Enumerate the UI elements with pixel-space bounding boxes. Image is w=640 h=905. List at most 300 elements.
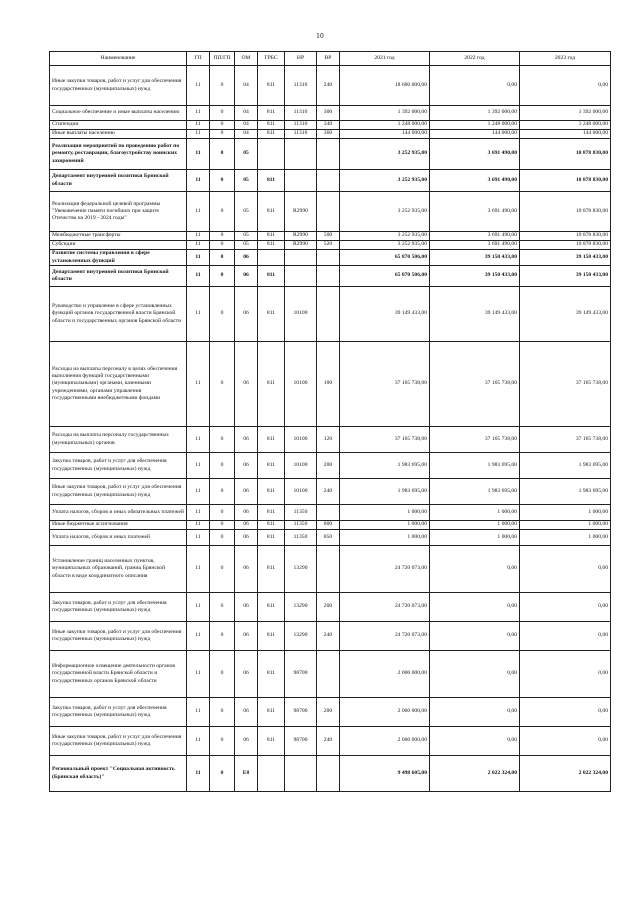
row-grbs: 811 <box>258 287 285 342</box>
row-2021: 1 248 000,00 <box>340 121 430 130</box>
row-2021: 3 252 935,00 <box>340 192 430 232</box>
row-pp: 0 <box>210 622 235 651</box>
row-pp: 0 <box>210 530 235 546</box>
table-row <box>50 756 611 792</box>
page-number: 10 <box>316 33 324 40</box>
row-nr: 11310 <box>285 106 317 121</box>
table-row <box>50 287 611 342</box>
row-2021: 1 000,00 <box>340 505 430 521</box>
row-nr <box>285 250 317 266</box>
row-pp: 0 <box>210 250 235 266</box>
row-name: Иные бюджетные ассигнования <box>50 521 187 530</box>
row-vr <box>317 505 340 521</box>
row-2022: 1 392 000,00 <box>430 106 520 121</box>
table-row <box>50 121 611 130</box>
row-2022: 0,00 <box>430 593 520 622</box>
row-2021: 3 252 935,00 <box>340 170 430 192</box>
header-pp: ПП/ГП <box>210 52 235 66</box>
row-2023: 1 000,00 <box>520 521 611 530</box>
header-grbs: ГРБС <box>258 52 285 66</box>
row-2021: 37 165 738,00 <box>340 342 430 427</box>
row-grbs: 811 <box>258 727 285 756</box>
row-gp: 11 <box>187 250 210 266</box>
row-grbs: 811 <box>258 593 285 622</box>
row-vr <box>317 192 340 232</box>
row-pp: 0 <box>210 121 235 130</box>
row-2021: 3 252 935,00 <box>340 241 430 250</box>
table-row <box>50 170 611 192</box>
row-2023: 1 000,00 <box>520 530 611 546</box>
row-vr <box>317 170 340 192</box>
row-grbs: 811 <box>258 530 285 546</box>
row-om: 05 <box>235 232 258 241</box>
row-vr <box>317 266 340 287</box>
table-row <box>50 479 611 505</box>
table-row <box>50 241 611 250</box>
row-vr <box>317 756 340 792</box>
row-nr: 11350 <box>285 530 317 546</box>
row-gp: 11 <box>187 106 210 121</box>
row-name: Расходы на выплаты персоналу в целях обеспечения выполнения функций государственными (муниципальными) органами, казенными учреждениями, органами управления государственными внебюджетными фондами <box>50 342 187 427</box>
row-name: Закупка товаров, работ и услуг для обеспечения государственных (муниципальных) нужд <box>50 698 187 727</box>
row-gp: 11 <box>187 66 210 106</box>
row-pp: 0 <box>210 106 235 121</box>
row-2021: 1 983 695,00 <box>340 453 430 479</box>
row-grbs: 811 <box>258 342 285 427</box>
header-nr: НР <box>285 52 317 66</box>
row-nr: 11310 <box>285 121 317 130</box>
row-2021: 3 252 935,00 <box>340 232 430 241</box>
row-nr: 11350 <box>285 521 317 530</box>
row-vr: 240 <box>317 479 340 505</box>
row-2023: 2 022 324,00 <box>520 756 611 792</box>
row-2023: 10 878 830,00 <box>520 232 611 241</box>
row-2023: 0,00 <box>520 622 611 651</box>
row-gp: 11 <box>187 698 210 727</box>
row-2021: 37 165 738,00 <box>340 427 430 453</box>
row-2021: 9 498 605,00 <box>340 756 430 792</box>
row-vr: 340 <box>317 121 340 130</box>
row-2022: 39 149 433,00 <box>430 287 520 342</box>
row-nr: 98700 <box>285 727 317 756</box>
row-2023: 10 878 830,00 <box>520 192 611 232</box>
row-2022: 1 000,00 <box>430 521 520 530</box>
table-row <box>50 727 611 756</box>
table-row <box>50 651 611 698</box>
row-2021: 2 000 000,00 <box>340 651 430 698</box>
row-nr: 10100 <box>285 427 317 453</box>
row-nr: 11350 <box>285 505 317 521</box>
row-name: Реализация федеральной целевой программы "Увековечение памяти погибших при защите Отечества на 2019 - 2024 годы" <box>50 192 187 232</box>
row-om: 04 <box>235 121 258 130</box>
row-grbs: 811 <box>258 121 285 130</box>
row-gp: 11 <box>187 232 210 241</box>
row-pp: 0 <box>210 192 235 232</box>
row-name: Реализация мероприятий по проведению работ по ремонту, реставрации, благоустройству воинских захоронений <box>50 139 187 170</box>
row-pp: 0 <box>210 453 235 479</box>
row-gp: 11 <box>187 727 210 756</box>
row-om: 06 <box>235 453 258 479</box>
row-gp: 11 <box>187 287 210 342</box>
table-row <box>50 130 611 139</box>
row-grbs <box>258 139 285 170</box>
row-vr: 520 <box>317 241 340 250</box>
row-2022: 3 691 490,00 <box>430 139 520 170</box>
row-gp: 11 <box>187 546 210 593</box>
row-gp: 11 <box>187 593 210 622</box>
row-2023: 10 878 830,00 <box>520 139 611 170</box>
row-pp: 0 <box>210 756 235 792</box>
row-2021: 24 720 073,00 <box>340 622 430 651</box>
row-nr: 98700 <box>285 698 317 727</box>
row-2021: 3 252 935,00 <box>340 139 430 170</box>
row-2023: 1 000,00 <box>520 505 611 521</box>
row-pp: 0 <box>210 698 235 727</box>
row-pp: 0 <box>210 479 235 505</box>
row-gp: 11 <box>187 427 210 453</box>
row-2021: 18 600 000,00 <box>340 66 430 106</box>
budget-table <box>49 51 611 792</box>
row-gp: 11 <box>187 453 210 479</box>
row-vr: 100 <box>317 342 340 427</box>
row-om: 06 <box>235 521 258 530</box>
row-2022: 39 150 433,00 <box>430 266 520 287</box>
table-row <box>50 66 611 106</box>
row-name: Расходы на выплаты персоналу государственных (муниципальных) органов <box>50 427 187 453</box>
row-gp: 11 <box>187 121 210 130</box>
row-om: 06 <box>235 250 258 266</box>
row-2022: 0,00 <box>430 698 520 727</box>
row-om: 05 <box>235 170 258 192</box>
row-2021: 144 000,00 <box>340 130 430 139</box>
row-2021: 24 720 073,00 <box>340 546 430 593</box>
row-om: 06 <box>235 727 258 756</box>
row-grbs <box>258 250 285 266</box>
row-om: 04 <box>235 66 258 106</box>
row-vr <box>317 651 340 698</box>
row-name: Закупка товаров, работ и услуг для обеспечения государственных (муниципальных) нужд <box>50 453 187 479</box>
row-name: Иные выплаты населению <box>50 130 187 139</box>
row-2023: 1 392 000,00 <box>520 106 611 121</box>
table-row <box>50 698 611 727</box>
row-2022: 3 691 490,00 <box>430 232 520 241</box>
row-2022: 1 000,00 <box>430 505 520 521</box>
row-2021: 1 983 695,00 <box>340 479 430 505</box>
row-name: Департамент внутренней политики Брянской области <box>50 266 187 287</box>
row-nr: 10100 <box>285 287 317 342</box>
row-om: 06 <box>235 530 258 546</box>
row-grbs: 811 <box>258 698 285 727</box>
table-row <box>50 453 611 479</box>
row-grbs: 811 <box>258 241 285 250</box>
row-2022: 1 248 000,00 <box>430 121 520 130</box>
row-om: 04 <box>235 106 258 121</box>
row-gp: 11 <box>187 521 210 530</box>
row-2023: 1 983 695,00 <box>520 453 611 479</box>
table-row <box>50 342 611 427</box>
row-gp: 11 <box>187 241 210 250</box>
row-nr: 10100 <box>285 342 317 427</box>
table-row <box>50 427 611 453</box>
row-2023: 10 878 830,00 <box>520 170 611 192</box>
table-row <box>50 250 611 266</box>
row-name: Закупка товаров, работ и услуг для обеспечения государственных (муниципальных) нужд <box>50 593 187 622</box>
row-name: Информационное освещение деятельности органов государственной власти Брянской области и государственных органов Брянской области <box>50 651 187 698</box>
row-vr: 300 <box>317 106 340 121</box>
row-nr: 11310 <box>285 66 317 106</box>
row-2022: 2 022 324,00 <box>430 756 520 792</box>
row-vr: 360 <box>317 130 340 139</box>
row-name: Уплата налогов, сборов и иных платежей <box>50 530 187 546</box>
row-2021: 39 149 433,00 <box>340 287 430 342</box>
row-2022: 1 983 695,00 <box>430 479 520 505</box>
row-name: Социальное обеспечение и иные выплаты населению <box>50 106 187 121</box>
row-2022: 0,00 <box>430 727 520 756</box>
row-pp: 0 <box>210 266 235 287</box>
row-2023: 39 149 433,00 <box>520 287 611 342</box>
row-vr: 200 <box>317 593 340 622</box>
row-om: 06 <box>235 287 258 342</box>
row-vr <box>317 287 340 342</box>
row-vr: 240 <box>317 727 340 756</box>
row-name: Иные закупки товаров, работ и услуг для обеспечения государственных (муниципальных) нужд <box>50 66 187 106</box>
row-2021: 65 870 506,00 <box>340 250 430 266</box>
row-pp: 0 <box>210 593 235 622</box>
row-name: Руководство и управление в сфере установленных функций органов государственной власти Брянской области и государственных органов Брянской области <box>50 287 187 342</box>
row-2023: 39 150 433,00 <box>520 266 611 287</box>
table-row <box>50 232 611 241</box>
row-grbs <box>258 756 285 792</box>
row-om: 04 <box>235 130 258 139</box>
row-grbs: 811 <box>258 106 285 121</box>
row-gp: 11 <box>187 192 210 232</box>
row-vr <box>317 250 340 266</box>
row-gp: 11 <box>187 266 210 287</box>
row-om: 05 <box>235 139 258 170</box>
header-name: Наименование <box>50 52 187 66</box>
row-vr: 120 <box>317 427 340 453</box>
row-nr: 10100 <box>285 479 317 505</box>
row-2022: 37 165 738,00 <box>430 427 520 453</box>
row-pp: 0 <box>210 232 235 241</box>
row-grbs: 811 <box>258 622 285 651</box>
row-gp: 11 <box>187 622 210 651</box>
row-vr: 200 <box>317 453 340 479</box>
row-pp: 0 <box>210 139 235 170</box>
table-row <box>50 546 611 593</box>
row-2021: 2 000 000,00 <box>340 727 430 756</box>
row-nr: 13290 <box>285 593 317 622</box>
row-vr: 240 <box>317 66 340 106</box>
row-pp: 0 <box>210 651 235 698</box>
row-2022: 39 150 433,00 <box>430 250 520 266</box>
row-pp: 0 <box>210 727 235 756</box>
row-2022: 0,00 <box>430 622 520 651</box>
row-nr <box>285 266 317 287</box>
row-nr <box>285 170 317 192</box>
row-nr: R2990 <box>285 192 317 232</box>
row-gp: 11 <box>187 130 210 139</box>
row-2022: 1 000,00 <box>430 530 520 546</box>
row-grbs: 811 <box>258 130 285 139</box>
row-grbs: 811 <box>258 266 285 287</box>
row-gp: 11 <box>187 756 210 792</box>
row-2023: 144 000,00 <box>520 130 611 139</box>
row-grbs: 811 <box>258 170 285 192</box>
row-name: Иные закупки товаров, работ и услуг для обеспечения государственных (муниципальных) нужд <box>50 622 187 651</box>
row-vr: 850 <box>317 530 340 546</box>
row-om: 06 <box>235 622 258 651</box>
row-pp: 0 <box>210 342 235 427</box>
row-gp: 11 <box>187 479 210 505</box>
header-om: ОМ <box>235 52 258 66</box>
row-2022: 37 165 738,00 <box>430 342 520 427</box>
row-grbs: 811 <box>258 192 285 232</box>
row-name: Департамент внутренней политики Брянской области <box>50 170 187 192</box>
row-gp: 11 <box>187 170 210 192</box>
row-name: Развитие системы управления в сфере установленных функций <box>50 250 187 266</box>
row-2023: 0,00 <box>520 593 611 622</box>
row-2023: 10 878 830,00 <box>520 241 611 250</box>
table-body <box>50 66 611 792</box>
header-row <box>50 52 611 66</box>
row-2023: 37 165 738,00 <box>520 427 611 453</box>
table-row <box>50 106 611 121</box>
row-grbs: 811 <box>258 232 285 241</box>
row-grbs: 811 <box>258 546 285 593</box>
row-nr: 13290 <box>285 622 317 651</box>
row-grbs: 811 <box>258 505 285 521</box>
row-pp: 0 <box>210 427 235 453</box>
row-gp: 11 <box>187 342 210 427</box>
table-row <box>50 521 611 530</box>
row-grbs: 811 <box>258 521 285 530</box>
header-vr: ВР <box>317 52 340 66</box>
row-om: 05 <box>235 192 258 232</box>
row-pp: 0 <box>210 287 235 342</box>
row-nr: 11310 <box>285 130 317 139</box>
row-2023: 0,00 <box>520 727 611 756</box>
row-nr <box>285 139 317 170</box>
row-2022: 3 691 490,00 <box>430 241 520 250</box>
row-nr: 10100 <box>285 453 317 479</box>
row-vr: 240 <box>317 622 340 651</box>
row-pp: 0 <box>210 170 235 192</box>
row-2021: 1 000,00 <box>340 530 430 546</box>
row-vr: 800 <box>317 521 340 530</box>
row-2023: 0,00 <box>520 651 611 698</box>
row-2021: 1 000,00 <box>340 521 430 530</box>
row-2023: 0,00 <box>520 546 611 593</box>
row-pp: 0 <box>210 130 235 139</box>
row-2023: 37 165 738,00 <box>520 342 611 427</box>
row-2022: 0,00 <box>430 546 520 593</box>
table-row <box>50 505 611 521</box>
row-nr <box>285 756 317 792</box>
row-gp: 11 <box>187 651 210 698</box>
row-2023: 0,00 <box>520 66 611 106</box>
row-2021: 65 870 506,00 <box>340 266 430 287</box>
row-name: Иные закупки товаров, работ и услуг для обеспечения государственных (муниципальных) нужд <box>50 479 187 505</box>
row-pp: 0 <box>210 521 235 530</box>
row-om: 06 <box>235 427 258 453</box>
row-nr: R2990 <box>285 232 317 241</box>
row-2023: 39 150 433,00 <box>520 250 611 266</box>
row-vr <box>317 139 340 170</box>
row-om: 06 <box>235 479 258 505</box>
row-name: Стипендии <box>50 121 187 130</box>
row-2023: 1 983 695,00 <box>520 479 611 505</box>
row-2023: 0,00 <box>520 698 611 727</box>
header-2023: 2023 год <box>520 52 611 66</box>
row-2021: 1 392 000,00 <box>340 106 430 121</box>
row-om: 06 <box>235 651 258 698</box>
header-2021: 2021 год <box>340 52 430 66</box>
row-om: 06 <box>235 593 258 622</box>
row-vr: 500 <box>317 232 340 241</box>
table-row <box>50 266 611 287</box>
row-grbs: 811 <box>258 427 285 453</box>
row-vr <box>317 546 340 593</box>
row-2022: 144 000,00 <box>430 130 520 139</box>
row-om: 06 <box>235 505 258 521</box>
row-nr: R2990 <box>285 241 317 250</box>
row-gp: 11 <box>187 505 210 521</box>
row-nr: 98700 <box>285 651 317 698</box>
table-row <box>50 622 611 651</box>
row-om: 05 <box>235 241 258 250</box>
table-row <box>50 192 611 232</box>
row-pp: 0 <box>210 505 235 521</box>
row-2022: 3 691 490,00 <box>430 170 520 192</box>
table-row <box>50 530 611 546</box>
row-gp: 11 <box>187 530 210 546</box>
row-2022: 0,00 <box>430 66 520 106</box>
row-om: 06 <box>235 342 258 427</box>
row-2022: 3 691 490,00 <box>430 192 520 232</box>
row-2022: 1 983 695,00 <box>430 453 520 479</box>
row-name: Иные закупки товаров, работ и услуг для обеспечения государственных (муниципальных) нужд <box>50 727 187 756</box>
row-2021: 2 000 000,00 <box>340 698 430 727</box>
row-grbs: 811 <box>258 479 285 505</box>
row-grbs: 811 <box>258 651 285 698</box>
row-om: E8 <box>235 756 258 792</box>
row-pp: 0 <box>210 546 235 593</box>
row-name: Уплата налогов, сборов и иных обязательных платежей <box>50 505 187 521</box>
row-pp: 0 <box>210 241 235 250</box>
row-name: Установление границ населенных пунктов, муниципальных образований, границ Брянской области в виде координатного описания <box>50 546 187 593</box>
row-name: Межбюджетные трансферты <box>50 232 187 241</box>
row-vr: 200 <box>317 698 340 727</box>
row-name: Региональный проект "Социальная активность (Брянская область)" <box>50 756 187 792</box>
header-2022: 2022 год <box>430 52 520 66</box>
row-om: 06 <box>235 266 258 287</box>
row-grbs: 811 <box>258 453 285 479</box>
header-gp: ГП <box>187 52 210 66</box>
row-name: Субсидии <box>50 241 187 250</box>
row-om: 06 <box>235 698 258 727</box>
row-gp: 11 <box>187 139 210 170</box>
row-om: 06 <box>235 546 258 593</box>
row-2021: 24 720 073,00 <box>340 593 430 622</box>
row-nr: 13290 <box>285 546 317 593</box>
row-2022: 0,00 <box>430 651 520 698</box>
row-pp: 0 <box>210 66 235 106</box>
table-row <box>50 139 611 170</box>
table-row <box>50 593 611 622</box>
row-grbs: 811 <box>258 66 285 106</box>
row-2023: 1 248 000,00 <box>520 121 611 130</box>
